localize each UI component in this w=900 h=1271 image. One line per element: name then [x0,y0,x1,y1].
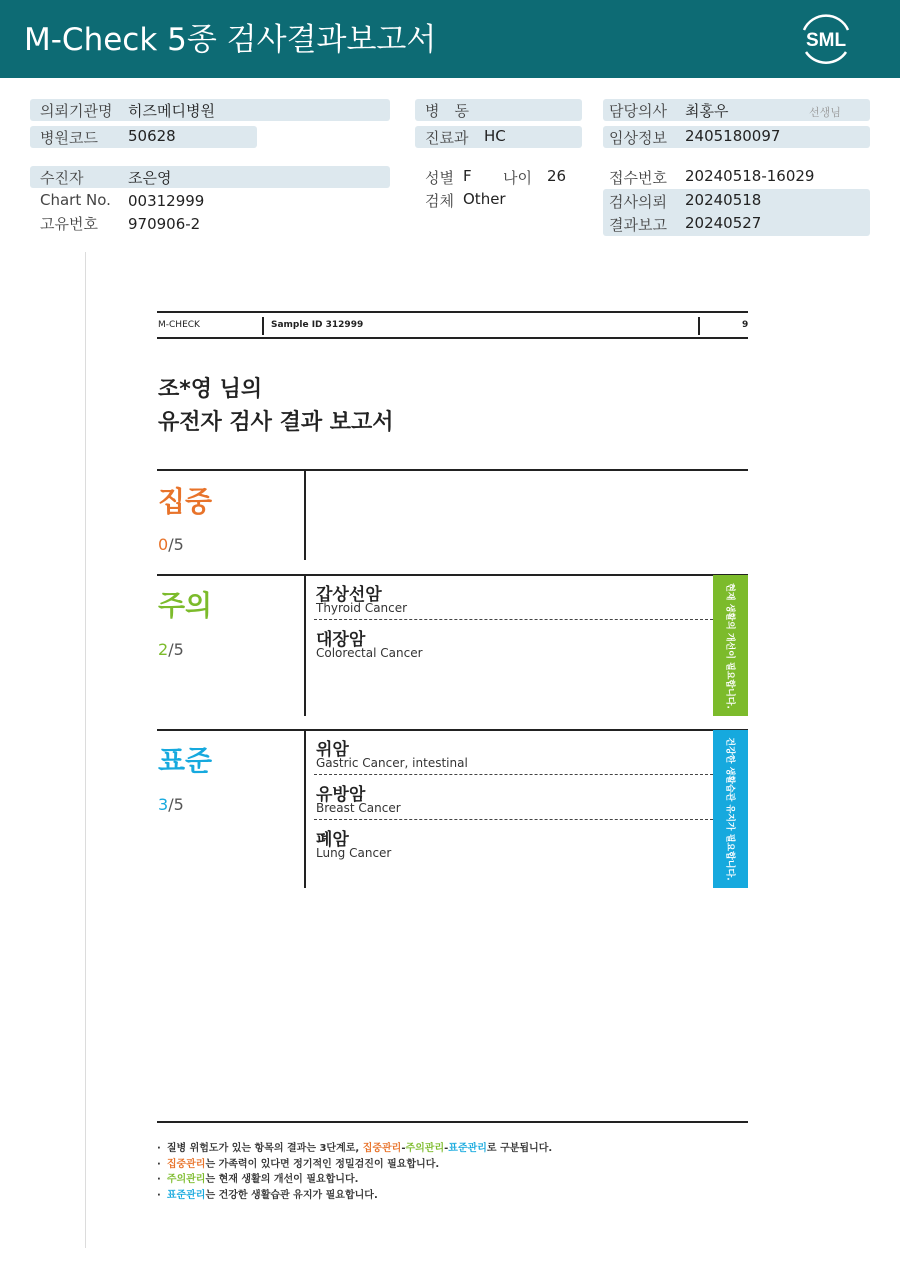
chart-no-label: Chart No. [40,191,111,209]
section-standard-divider [304,730,306,888]
report-title-line2: 유전자 검사 결과 보고서 [158,410,394,435]
logo-text: SML [805,30,847,51]
sample-id: Sample ID 312999 [271,320,364,330]
item-divider [314,774,713,775]
footer-rule [157,1121,748,1123]
age-value: 26 [547,167,567,185]
section-caution-count: 2/5 [158,640,184,659]
sml-logo-icon [796,14,856,64]
report-date-label: 결과보고 [609,216,667,234]
note-3: · 주의관리는 현재 생활의 개선이 필요합니다. [157,1174,359,1185]
item-divider [314,819,713,820]
section-focus-divider [304,470,306,560]
section-focus-title: 집중 [158,485,213,518]
item-lung-ko: 폐암 [316,830,349,850]
note-4: · 표준관리는 건강한 생활습관 유지가 필요합니다. [157,1190,378,1201]
hospital-code-value: 50628 [128,127,176,145]
patient-label: 수진자 [40,169,84,187]
institution-label: 의뢰기관명 [40,102,113,120]
age-label: 나이 [503,169,532,187]
item-gastric-en: Gastric Cancer, intestinal [316,756,468,770]
patient-value: 조은영 [128,169,172,187]
receipt-value: 20240518-16029 [685,167,815,185]
report-top-separator-right [698,317,700,335]
specimen-value: Other [463,190,506,208]
report-date-value: 20240527 [685,214,762,232]
report-title-line1: 조*영 님의 [158,377,263,402]
chart-no-value: 00312999 [128,192,205,210]
note-2: · 집중관리는 가족력이 있다면 정기적인 정밀검진이 필요합니다. [157,1159,440,1170]
caution-side-text: 현재 생활의 개선이 필요합니다. [724,582,734,709]
section-standard-count: 3/5 [158,795,184,814]
receipt-label: 접수번호 [609,169,667,187]
page-number: 9 [742,320,749,330]
note-1: · 질병 위험도가 있는 항목의 결과는 3단계로, 집중관리-주의관리-표준관리로 구분됩니다. [157,1143,553,1154]
specimen-label: 검체 [425,192,454,210]
report-top-rule [157,311,748,313]
caution-side-banner [713,575,748,716]
section-standard-title: 표준 [158,744,213,777]
clinical-value: 2405180097 [685,127,781,145]
item-divider [314,619,713,620]
dept-value: HC [484,127,506,145]
item-breast-ko: 유방암 [316,785,366,805]
request-label: 검사의뢰 [609,193,667,211]
item-colorectal-en: Colorectal Cancer [316,646,423,660]
section-focus-count: 0/5 [158,535,184,554]
item-thyroid-en: Thyroid Cancer [316,601,408,615]
item-thyroid-ko: 갑상선암 [316,585,382,605]
doctor-label: 담당의사 [609,102,667,120]
ward-label: 병 동 [425,102,469,120]
item-lung-en: Lung Cancer [316,846,392,860]
section-caution-rule [157,574,748,576]
item-gastric-ko: 위암 [316,740,349,760]
request-value: 20240518 [685,191,762,209]
section-caution-title: 주의 [158,589,213,622]
sex-label: 성별 [425,169,454,187]
page-margin-line [85,252,86,1248]
report-header [0,0,900,78]
unique-no-value: 970906-2 [128,215,201,233]
clinical-label: 임상정보 [609,129,667,147]
institution-value: 히즈메디병원 [128,102,215,120]
standard-side-banner [713,730,748,888]
sex-value: F [463,167,472,185]
report-top-rule-bottom [157,337,748,339]
dept-label: 진료과 [425,129,469,147]
item-colorectal-ko: 대장암 [316,630,366,650]
section-caution-divider [304,575,306,716]
standard-side-text: 건강한 생활습관 유지가 필요합니다. [724,737,734,881]
unique-no-label: 고유번호 [40,215,98,233]
report-brand: M-CHECK [158,320,200,330]
report-top-separator [262,317,264,335]
report-header-title: M-Check 5종 검사결과보고서 [24,22,437,58]
item-breast-en: Breast Cancer [316,801,401,815]
section-focus-rule [157,469,748,471]
doctor-value: 최홍우 [685,102,729,120]
patient-row [30,166,390,188]
doctor-suffix: 선생님 [809,106,841,119]
section-standard-rule [157,729,748,731]
hospital-code-label: 병원코드 [40,129,98,147]
